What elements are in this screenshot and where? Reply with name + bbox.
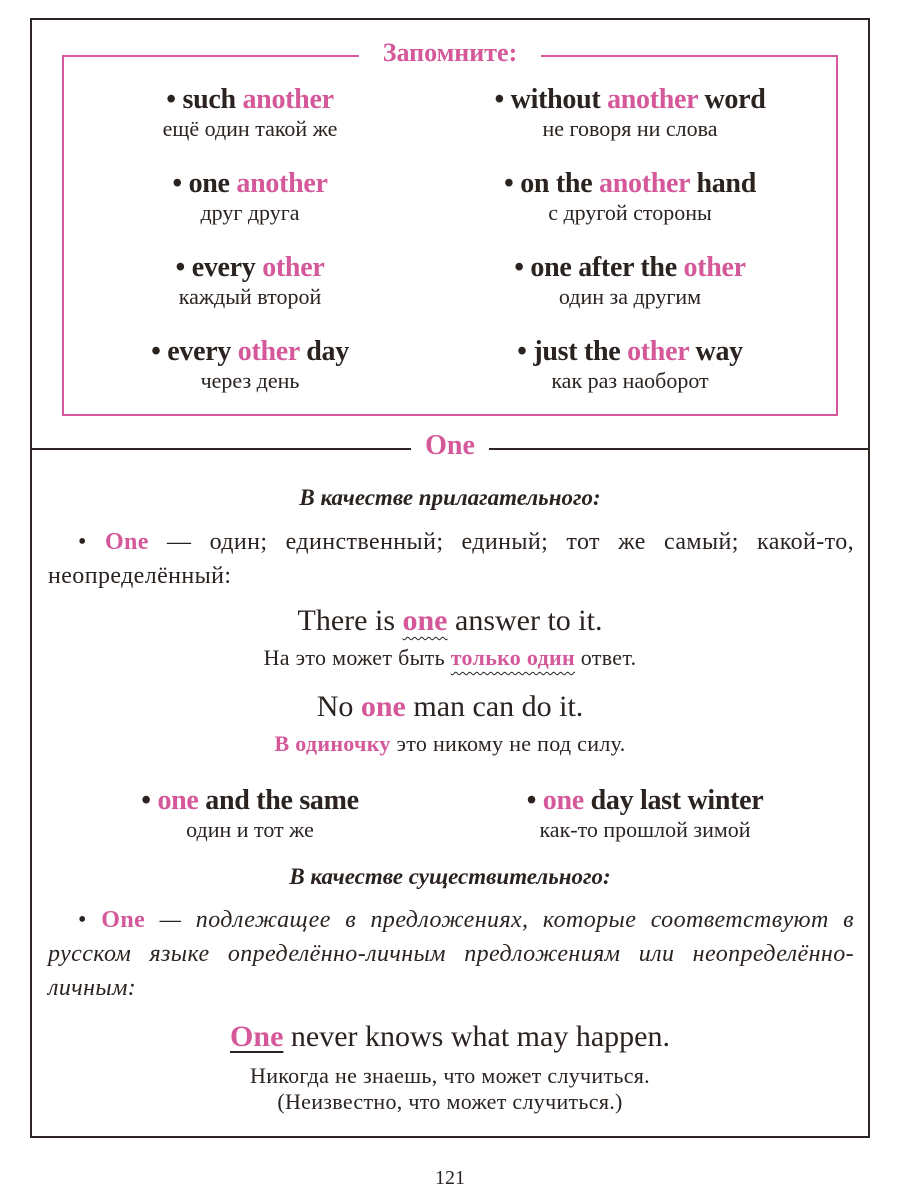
adjective-heading: В качестве прилагательного: <box>299 485 601 510</box>
phrase-such-another: • such another ещё один такой же <box>162 84 338 141</box>
noun-definition: • One — подлежащее в предложениях, которые соответствуют в русском языке определённо-личным предложениям или неопределённо-личным: <box>48 907 854 1001</box>
phrase-every-other: • every other каждый второй <box>175 252 325 309</box>
example-en-2: No one man can do it. <box>316 690 584 723</box>
phrase-every-other-day: • every other day через день <box>151 336 349 393</box>
phrase-one-after-the-other: • one after the other один за другим <box>514 252 746 309</box>
example-ru-noun-line2: (Неизвестно, что может случиться.) <box>277 1089 623 1114</box>
example-en-1: There is one answer to it. <box>297 604 603 637</box>
phrase-one-another: • one another друг друга <box>172 168 328 225</box>
phrase-one-and-the-same: • one and the same один и тот же <box>141 785 359 842</box>
page-number: 121 <box>435 1167 465 1189</box>
phrase-without-another-word: • without another word не говоря ни слова <box>494 84 766 141</box>
adjective-definition: • One — один; единственный; единый; тот же самый; какой-то, неопределённый: <box>48 529 854 589</box>
phrase-just-the-other-way: • just the other way как раз наоборот <box>517 336 743 393</box>
example-ru-2: В одиночку это никому не под силу. <box>274 731 626 756</box>
phrase-one-day-last-winter: • one day last winter как-то прошлой зимой <box>526 785 764 842</box>
example-en-noun: One never knows what may happen. <box>230 1020 670 1053</box>
remember-title: Запомните: <box>0 35 900 71</box>
example-ru-noun-line1: Никогда не знаешь, что может случиться. <box>250 1063 650 1088</box>
one-section-title: One <box>0 428 900 464</box>
noun-heading: В качестве существительного: <box>289 864 611 889</box>
phrase-on-the-another-hand: • on the another hand с другой стороны <box>504 168 756 225</box>
example-ru-1: На это может быть только один ответ. <box>263 645 637 670</box>
